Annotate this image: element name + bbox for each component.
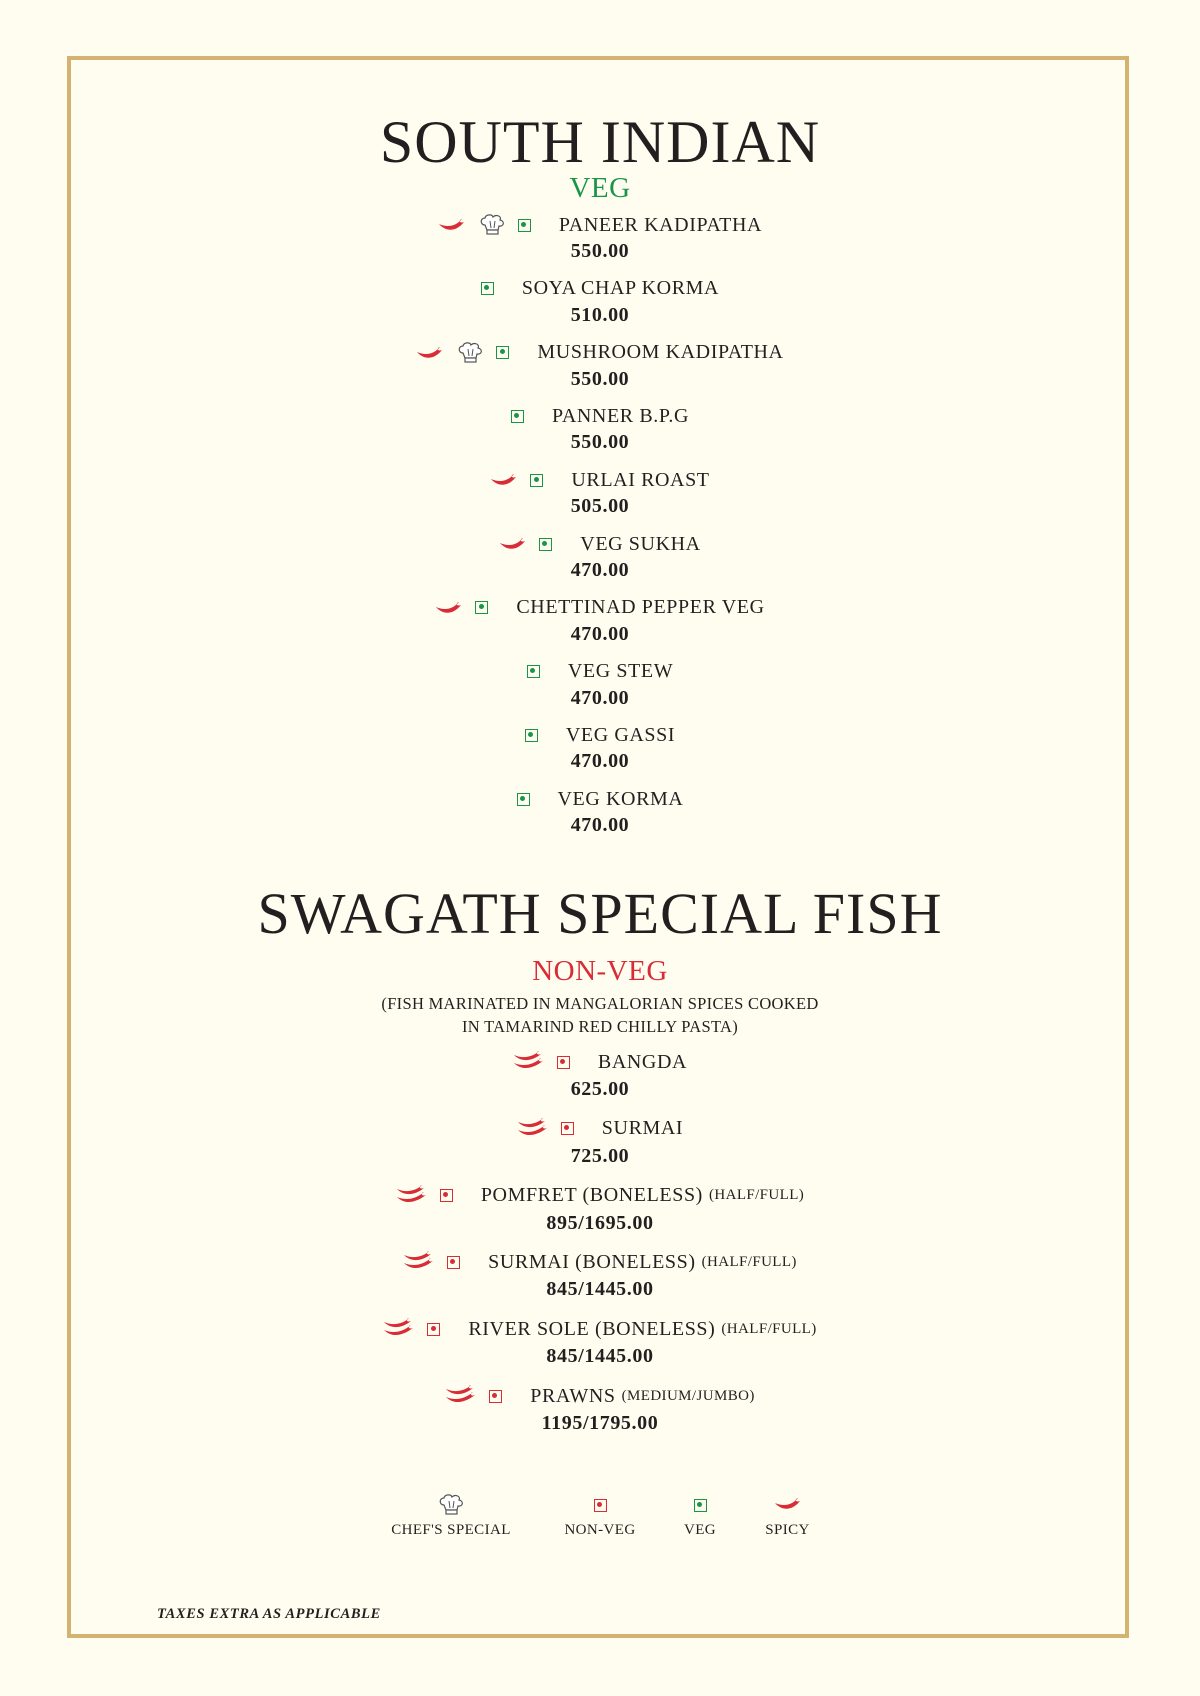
menu-item-price: 725.00	[570, 1144, 630, 1167]
menu-item-name: MUSHROOM KADIPATHA	[537, 341, 784, 364]
legend-veg	[670, 1492, 730, 1539]
menu-item	[0, 1314, 1200, 1374]
legend-non-veg	[550, 1492, 650, 1539]
menu-item-icons	[517, 1118, 574, 1140]
menu-item-price: 470.00	[570, 750, 630, 773]
legend-chef-special-label: CHEF'S SPECIAL	[391, 1522, 511, 1538]
non-veg-icon	[561, 1122, 574, 1135]
menu-item-price: 510.00	[570, 303, 630, 326]
menu-item	[0, 1114, 1200, 1174]
menu-item	[0, 720, 1200, 780]
menu-item-icons	[481, 282, 494, 295]
non-veg-icon	[489, 1390, 502, 1403]
chef-special-icon	[456, 342, 484, 364]
fish-description-note	[0, 992, 1200, 1038]
veg-icon	[518, 219, 531, 232]
menu-item-price: 550.00	[570, 431, 630, 454]
spicy-icon	[774, 1497, 802, 1513]
double-spicy-icon	[396, 1185, 428, 1207]
veg-icon	[530, 474, 543, 487]
veg-icon	[539, 538, 552, 551]
menu-item-name: VEG KORMA	[557, 787, 684, 810]
menu-legend	[0, 1492, 1200, 1552]
menu-item-name: SURMAI (BONELESS)	[488, 1250, 696, 1273]
spicy-icon	[416, 345, 444, 361]
menu-item-icons	[383, 1318, 440, 1340]
menu-item-price: 470.00	[570, 686, 630, 709]
menu-item-qualifier: (HALF/FULL)	[721, 1320, 817, 1337]
menu-item-price: 845/1445.00	[546, 1278, 654, 1301]
non-veg-icon	[594, 1499, 607, 1512]
menu-item	[0, 1247, 1200, 1307]
section-title-south-indian: SOUTH INDIAN	[379, 109, 821, 175]
non-veg-icon	[557, 1056, 570, 1069]
spicy-icon	[438, 217, 466, 233]
menu-item	[0, 1047, 1200, 1107]
veg-icon	[496, 346, 509, 359]
fish-note-line-2: IN TAMARIND RED CHILLY PASTA)	[461, 1017, 739, 1036]
spicy-icon	[490, 472, 518, 488]
veg-icon	[481, 282, 494, 295]
menu-item-icons	[396, 1185, 453, 1207]
legend-spicy-label: SPICY	[765, 1522, 810, 1538]
non-veg-icon	[447, 1256, 460, 1269]
double-spicy-icon	[383, 1318, 415, 1340]
menu-item-icons	[513, 1051, 570, 1073]
menu-item-icons	[517, 793, 530, 806]
menu-item	[0, 593, 1200, 653]
menu-item-name: VEG GASSI	[565, 723, 676, 746]
menu-item-icons	[490, 472, 543, 488]
menu-item-price: 470.00	[570, 814, 630, 837]
menu-item-price: 550.00	[570, 240, 630, 262]
menu-item-icons	[499, 536, 552, 552]
menu-item-price: 470.00	[570, 559, 630, 581]
menu-item-qualifier: (HALF/FULL)	[701, 1253, 797, 1270]
double-spicy-icon	[517, 1118, 549, 1140]
menu-item-name: PANNER B.P.G	[551, 404, 690, 427]
menu-item	[0, 338, 1200, 398]
veg-icon	[511, 410, 524, 423]
menu-item-icons	[527, 665, 540, 678]
menu-item-icons	[525, 729, 538, 742]
menu-item-price: 895/1695.00	[546, 1211, 654, 1234]
menu-item-price: 845/1445.00	[546, 1345, 654, 1368]
menu-item	[0, 401, 1200, 461]
chef-special-icon	[478, 214, 506, 236]
menu-item-qualifier: (HALF/FULL)	[708, 1187, 805, 1204]
menu-item-icons	[403, 1251, 460, 1273]
menu-item-price: 1195/1795.00	[541, 1412, 659, 1434]
menu-item-name: PRAWNS	[530, 1384, 616, 1407]
menu-item-name: BANGDA	[597, 1050, 688, 1073]
menu-item-icons	[435, 600, 488, 616]
menu-item-name: CHETTINAD PEPPER VEG	[516, 596, 765, 619]
menu-item-icons	[511, 410, 524, 423]
section-subtitle-non-veg: NON-VEG	[532, 955, 668, 987]
menu-item-name: PANEER KADIPATHA	[558, 213, 763, 236]
menu-item	[0, 1381, 1200, 1441]
non-veg-icon	[427, 1323, 440, 1336]
menu-item-price: 550.00	[570, 367, 630, 390]
veg-icon	[517, 793, 530, 806]
menu-item	[0, 529, 1200, 589]
menu-item-name: POMFRET (BONELESS)	[480, 1184, 703, 1207]
menu-item	[0, 274, 1200, 334]
menu-item-price: 625.00	[570, 1078, 630, 1100]
taxes-note: TAXES EXTRA AS APPLICABLE	[157, 1606, 381, 1622]
menu-item-name: SOYA CHAP KORMA	[521, 277, 720, 300]
section-title-swagath-special-fish: SWAGATH SPECIAL FISH	[257, 881, 943, 946]
veg-icon	[475, 601, 488, 614]
menu-item	[0, 1181, 1200, 1241]
legend-non-veg-label: NON-VEG	[564, 1522, 636, 1538]
menu-item-name: VEG STEW	[567, 660, 674, 683]
spicy-icon	[435, 600, 463, 616]
menu-item-name: SURMAI	[601, 1117, 684, 1140]
menu-item-price: 505.00	[570, 495, 630, 518]
menu-item-icons	[416, 342, 509, 364]
veg-icon	[525, 729, 538, 742]
menu-item	[0, 210, 1200, 270]
double-spicy-icon	[513, 1051, 545, 1073]
spicy-icon	[499, 536, 527, 552]
non-veg-icon	[440, 1189, 453, 1202]
menu-item	[0, 465, 1200, 525]
veg-icon	[527, 665, 540, 678]
menu-item	[0, 657, 1200, 717]
legend-chef-special	[386, 1492, 516, 1539]
legend-veg-label: VEG	[683, 1522, 717, 1538]
menu-item-name: VEG SUKHA	[580, 532, 701, 555]
legend-spicy	[750, 1492, 825, 1539]
double-spicy-icon	[445, 1385, 477, 1407]
menu-item-price: 470.00	[570, 622, 630, 645]
menu-item-icons	[438, 214, 531, 236]
veg-icon	[694, 1499, 707, 1512]
menu-item-icons	[445, 1385, 502, 1407]
menu-item	[0, 784, 1200, 844]
menu-item-qualifier: (MEDIUM/JUMBO)	[621, 1387, 755, 1404]
menu-item-name: RIVER SOLE (BONELESS)	[468, 1317, 716, 1340]
double-spicy-icon	[403, 1251, 435, 1273]
chef-special-icon	[437, 1494, 465, 1516]
section-subtitle-veg: VEG	[569, 172, 631, 204]
menu-item-name: URLAI ROAST	[571, 468, 710, 491]
fish-note-line-1: (FISH MARINATED IN MANGALORIAN SPICES COOKED	[381, 994, 819, 1013]
